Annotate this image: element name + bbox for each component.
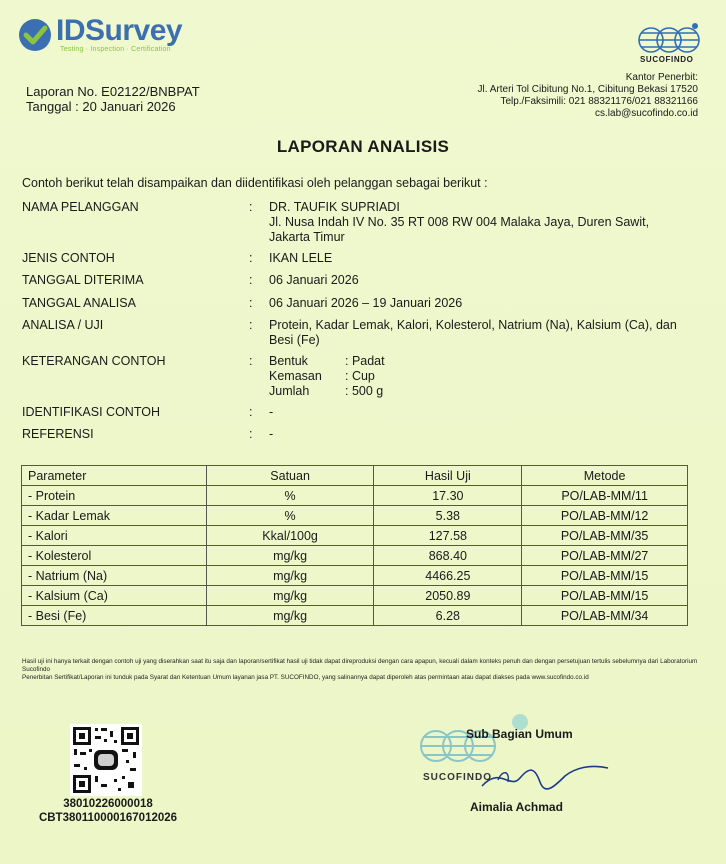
cell-unit: mg/kg — [206, 586, 374, 606]
cell-unit: % — [206, 506, 374, 526]
cell-unit: Kkal/100g — [206, 526, 374, 546]
brand-logo: IDSurvey — [56, 14, 183, 47]
cell-parameter: - Kalori — [22, 526, 207, 546]
table-row — [22, 506, 688, 526]
cell-unit: mg/kg — [206, 606, 374, 626]
cell-method: PO/LAB-MM/27 — [522, 546, 688, 566]
field-colon: : — [249, 427, 253, 441]
cell-unit: mg/kg — [206, 566, 374, 586]
cell-parameter: - Protein — [22, 486, 207, 506]
table-row — [22, 546, 688, 566]
field-value-date-received: 06 Januari 2026 — [269, 273, 359, 287]
table-row — [22, 566, 688, 586]
cell-result: 2050.89 — [374, 586, 522, 606]
issuer-office — [398, 72, 698, 120]
field-value-sample-type: IKAN LELE — [269, 251, 333, 265]
cell-parameter: - Kalsium (Ca) — [22, 586, 207, 606]
field-value-reference: - — [269, 427, 274, 441]
cell-method: PO/LAB-MM/15 — [522, 566, 688, 586]
office-line: Jl. Arteri Tol Cibitung No.1, Cibitung Bekasi 17520 — [477, 84, 698, 95]
results-table — [21, 465, 688, 626]
sample-desc-value: : Cup — [345, 369, 375, 383]
table-header-row — [22, 466, 688, 486]
handwritten-signature-icon — [480, 756, 610, 796]
cell-result: 868.40 — [374, 546, 522, 566]
report-number: Laporan No. E02122/BNBPAT — [26, 84, 200, 99]
column-header: Parameter — [22, 466, 207, 486]
sample-desc-key: Kemasan — [269, 369, 322, 383]
field-colon: : — [249, 354, 253, 368]
cell-method: PO/LAB-MM/35 — [522, 526, 688, 546]
field-value-customer — [269, 200, 689, 245]
customer-city: Jakarta Timur — [269, 230, 345, 244]
signatory-name: Aimalia Achmad — [470, 800, 563, 814]
table-row — [22, 526, 688, 546]
field-label-reference: REFERENSI — [22, 427, 94, 441]
brand-tagline: Testing · Inspection · Certification — [60, 46, 171, 53]
qr-code-icon — [70, 724, 142, 796]
sample-desc-key: Jumlah — [269, 384, 310, 398]
column-header: Satuan — [206, 466, 374, 486]
sucofindo-globe-icon — [637, 22, 701, 58]
field-label-date-analysis: TANGGAL ANALISA — [22, 296, 136, 310]
cell-result: 6.28 — [374, 606, 522, 626]
field-label-sample-desc: KETERANGAN CONTOH — [22, 354, 166, 368]
stamp-text: SUCOFINDO — [423, 772, 492, 783]
report-meta — [26, 84, 200, 114]
cell-parameter: - Kadar Lemak — [22, 506, 207, 526]
signatory-title: Sub Bagian Umum — [466, 727, 573, 741]
table-row — [22, 606, 688, 626]
table-row — [22, 486, 688, 506]
footnotes — [22, 658, 702, 682]
column-header: Metode — [522, 466, 688, 486]
footnote: Penerbitan Sertifikat/Laporan ini tunduk pada Syarat dan Ketentuan Umum layanan jasa PT. SUCOFINDO, yang salinannya dapat diperoleh atas permintaan atau dapat diakses pada www.sucofindo.co.id — [22, 674, 589, 681]
field-colon: : — [249, 296, 253, 310]
sample-desc-key: Bentuk — [269, 354, 308, 368]
cell-method: PO/LAB-MM/11 — [522, 486, 688, 506]
sucofindo-wordmark: SUCOFINDO — [640, 55, 694, 64]
intro-text: Contoh berikut telah disampaikan dan diidentifikasi oleh pelanggan sebagai berikut : — [22, 176, 488, 190]
field-colon: : — [249, 318, 253, 332]
cell-method: PO/LAB-MM/15 — [522, 586, 688, 606]
cell-parameter: - Natrium (Na) — [22, 566, 207, 586]
column-header: Hasil Uji — [374, 466, 522, 486]
analysis-line: Besi (Fe) — [269, 333, 320, 347]
sample-desc-row — [269, 369, 689, 384]
cell-method: PO/LAB-MM/12 — [522, 506, 688, 526]
customer-name: DR. TAUFIK SUPRIADI — [269, 200, 400, 214]
cell-result: 4466.25 — [374, 566, 522, 586]
sample-desc-value: : Padat — [345, 354, 385, 368]
cell-result: 17.30 — [374, 486, 522, 506]
cell-parameter: - Besi (Fe) — [22, 606, 207, 626]
verification-code: CBT380110000167012026 — [38, 812, 178, 824]
cell-unit: mg/kg — [206, 546, 374, 566]
field-label-analysis: ANALISA / UJI — [22, 318, 104, 332]
cell-unit: % — [206, 486, 374, 506]
sample-desc-row — [269, 384, 689, 399]
cell-method: PO/LAB-MM/34 — [522, 606, 688, 626]
field-label-customer: NAMA PELANGGAN — [22, 200, 139, 214]
field-value-sample-desc — [269, 354, 689, 399]
office-line: cs.lab@sucofindo.co.id — [595, 108, 698, 119]
customer-address: Jl. Nusa Indah IV No. 35 RT 008 RW 004 Malaka Jaya, Duren Sawit, — [269, 215, 650, 229]
verification-codes — [28, 797, 188, 825]
field-label-date-received: TANGGAL DITERIMA — [22, 273, 144, 287]
field-colon: : — [249, 251, 253, 265]
sample-desc-value: : 500 g — [345, 384, 384, 398]
office-line: Kantor Penerbit: — [625, 72, 698, 83]
field-colon: : — [249, 273, 253, 287]
office-line: Telp./Faksimili: 021 88321176/021 88321166 — [500, 96, 698, 107]
footnote: Hasil uji ini hanya terkait dengan contoh uji yang diserahkan saat itu saja dan laporan/sertifikat hasil uji tidak dapat direproduksi dengan cara apapun, kecuali dalam konteks penuh dan dengan persetujuan tertulis sebelumnya dari Laboratorium Sucofindo — [22, 658, 698, 673]
field-value-analysis — [269, 318, 689, 348]
verification-code: 38010226000018 — [63, 798, 153, 810]
report-date: Tanggal : 20 Januari 2026 — [26, 99, 176, 114]
table-row — [22, 586, 688, 606]
field-value-sample-id: - — [269, 405, 274, 419]
field-label-sample-id: IDENTIFIKASI CONTOH — [22, 405, 160, 419]
field-label-sample-type: JENIS CONTOH — [22, 251, 115, 265]
sample-desc-row — [269, 354, 689, 369]
analysis-line: Protein, Kadar Lemak, Kalori, Kolesterol, Natrium (Na), Kalsium (Ca), dan — [269, 318, 677, 332]
idsurvey-check-icon — [18, 18, 52, 52]
cell-result: 5.38 — [374, 506, 522, 526]
page-title: LAPORAN ANALISIS — [276, 137, 450, 156]
field-value-date-analysis: 06 Januari 2026 – 19 Januari 2026 — [269, 296, 463, 310]
field-colon: : — [249, 405, 253, 419]
cell-result: 127.58 — [374, 526, 522, 546]
field-colon: : — [249, 200, 253, 214]
cell-parameter: - Kolesterol — [22, 546, 207, 566]
